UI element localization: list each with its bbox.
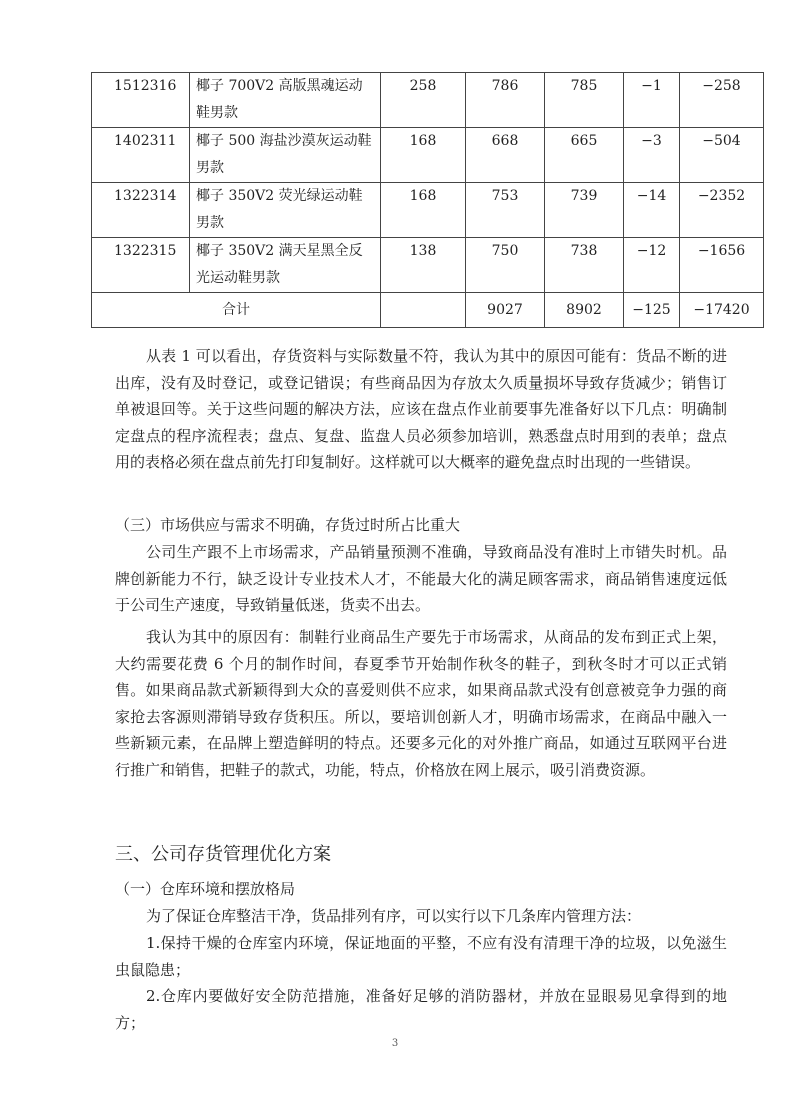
product-code: 1512316 [92, 73, 190, 128]
total-quantity-difference: −125 [624, 293, 680, 328]
actual-quantity: 738 [545, 238, 624, 293]
quantity-difference: −14 [624, 183, 680, 238]
amount-difference: −2352 [680, 183, 764, 238]
product-name: 椰子 700V2 高版黑魂运动鞋男款 [190, 73, 381, 128]
unit-price: 168 [381, 128, 466, 183]
inventory-table [91, 72, 764, 328]
table-total-row [92, 293, 764, 328]
paragraph-table-analysis: 从表 1 可以看出，存货资料与实际数量不符，我认为其中的原因可能有：货品不断的进出库，没有及时登记，或登记错误；有些商品因为存放太久质量损坏导致存货减少；销售订单被退回等。关于这些问题的解决方法，应该在盘点作业前要事先准备好以下几点：明确制定盘点的程序流程表；盘点、复盘、监盘人员必须参加培训，熟悉盘点时用到的表单；盘点用的表格必须在盘点前先打印复制好。这样就可以大概率的避免盘点时出现的一些错误。 [115, 347, 727, 471]
total-amount-difference: −17420 [680, 293, 764, 328]
quantity-difference: −3 [624, 128, 680, 183]
section-heading: 三、公司存货管理优化方案 [115, 844, 331, 865]
amount-difference: −504 [680, 128, 764, 183]
table-row [92, 128, 764, 183]
table-row [92, 73, 764, 128]
actual-quantity: 665 [545, 128, 624, 183]
unit-price: 138 [381, 238, 466, 293]
product-name: 椰子 500 海盐沙漠灰运动鞋男款 [190, 128, 381, 183]
total-book-quantity: 9027 [466, 293, 545, 328]
total-price [381, 293, 466, 328]
total-actual-quantity: 8902 [545, 293, 624, 328]
book-quantity: 753 [466, 183, 545, 238]
product-code: 1322315 [92, 238, 190, 293]
product-code: 1322314 [92, 183, 190, 238]
product-name: 椰子 350V2 满天星黑全反光运动鞋男款 [190, 238, 381, 293]
amount-difference: −258 [680, 73, 764, 128]
quantity-difference: −12 [624, 238, 680, 293]
book-quantity: 668 [466, 128, 545, 183]
total-label: 合计 [92, 293, 381, 328]
book-quantity: 750 [466, 238, 545, 293]
actual-quantity: 739 [545, 183, 624, 238]
paragraph-causes: 我认为其中的原因有：制鞋行业商品生产要先于市场需求，从商品的发布到正式上架，大约需要花费 6 个月的制作时间，春夏季节开始制作秋冬的鞋子，到秋冬时才可以正式销售。如果商品款式新颖得到大众的喜爱则供不应求，如果商品款式没有创意被竞争力强的商家抢去客源则滞销导致存货积压。所以，要培训创新人才，明确市场需求，在商品中融入一些新颖元素，在品牌上塑造鲜明的特点。还要多元化的对外推广商品，如通过互联网平台进行推广和销售，把鞋子的款式，功能，特点，价格放在网上展示，吸引消费资源。 [115, 628, 727, 779]
list-item: 1.保持干燥的仓库室内环境，保证地面的平整，不应有没有清理干净的垃圾，以免滋生虫鼠隐患； [115, 934, 727, 979]
book-quantity: 786 [466, 73, 545, 128]
product-code: 1402311 [92, 128, 190, 183]
page-number: 3 [391, 1038, 399, 1049]
list-item: 2.仓库内要做好安全防范措施，准备好足够的消防器材，并放在显眼易见拿得到的地方； [115, 987, 727, 1032]
subheading-warehouse: （一）仓库环境和摆放格局 [115, 880, 296, 898]
paragraph-production-lag: 公司生产跟不上市场需求，产品销量预测不准确，导致商品没有准时上市错失时机。品牌创新能力不行，缺乏设计专业技术人才，不能最大化的满足顾客需求，商品销售速度远低于公司生产速度，导致销量低迷，货卖不出去。 [115, 543, 727, 614]
unit-price: 258 [381, 73, 466, 128]
quantity-difference: −1 [624, 73, 680, 128]
subheading-market-demand: （三）市场供应与需求不明确，存货过时所占比重大 [115, 516, 461, 534]
table-row [92, 238, 764, 293]
amount-difference: −1656 [680, 238, 764, 293]
paragraph-warehouse-intro: 为了保证仓库整洁干净，货品排列有序，可以实行以下几条库内管理方法： [146, 907, 642, 925]
table-row [92, 183, 764, 238]
unit-price: 168 [381, 183, 466, 238]
product-name: 椰子 350V2 荧光绿运动鞋男款 [190, 183, 381, 238]
actual-quantity: 785 [545, 73, 624, 128]
